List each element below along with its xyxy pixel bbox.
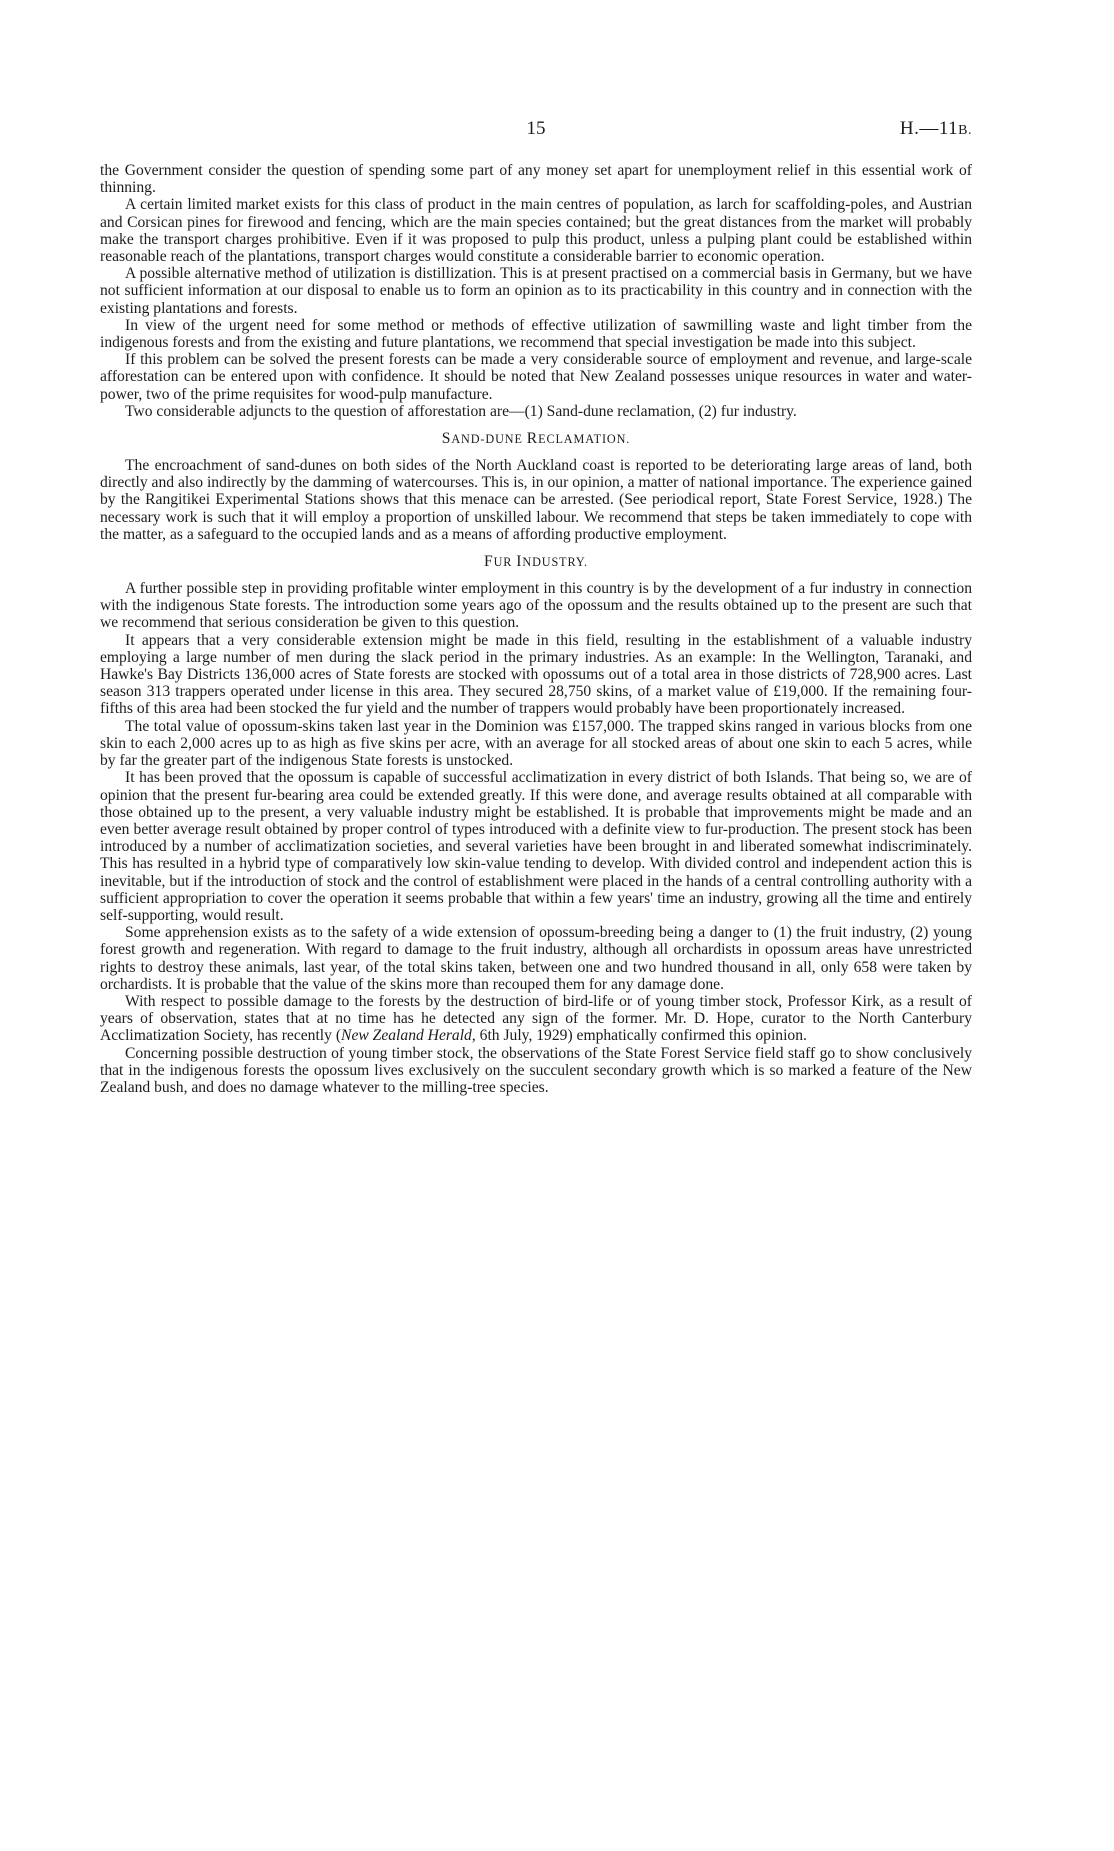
page-number: 15 <box>526 118 546 139</box>
newspaper-title: New Zealand Herald <box>341 1027 472 1045</box>
paragraph: The encroachment of sand-dunes on both sides of the North Auckland coast is reported to be deteriorating large areas of land, both directly and also indirectly by the damming of watercourses. This is, in our opinion, a matter of national importance. The experience gained by the Rangitikei Experimental Stations shows that this menace can be arrested. (See periodical report, State Forest Service, 1928.) The necessary work is such that it will employ a proportion of unskilled labour. We recommend that steps be taken immediately to cope with the matter, as a safeguard to the occupied lands and as a means of affording productive employment. <box>100 457 972 543</box>
paragraph: It has been proved that the opossum is capable of successful acclimatization in every district of both Islands. That being so, we are of opinion that the present fur-bearing area could be extended greatly. If this were done, and average results obtained at all comparable with those obtained up to the present, a very valuable industry might be established. It is probable that improvements might be made and an even better average result obtained by proper control of types introduced with a definite view to fur-production. The present stock has been introduced by a number of acclimatization societies, and several varieties have been brought in and liberated somewhat indiscriminately. This has resulted in a hybrid type of comparatively low skin-value tending to develop. With divided control and independent action this is inevitable, but if the introduction of stock and the control of establishment were placed in the hands of a central controlling authority with a sufficient appropriation to cover the operation it seems probable that within a few years' time an industry, growing all the time and entirely self-supporting, would result. <box>100 769 972 924</box>
page-header <box>100 118 972 148</box>
continued-paragraph: the Government consider the question of spending some part of any money set apart for unemployment relief in this essential work of thinning. <box>100 162 972 197</box>
doc-ref-prefix: H.—11 <box>899 118 959 139</box>
paragraph: Concerning possible destruction of young timber stock, the observations of the State Forest Service field staff go to show conclusively that in the indigenous forests the opossum lives exclusively on the succulent secondary growth which is so marked a feature of the New Zealand bush, and does no damage whatever to the milling-tree species. <box>100 1044 972 1096</box>
paragraph-text: , 6th July, 1929) emphatically confirmed this opinion. <box>471 1027 807 1045</box>
heading-cap: I <box>516 553 523 571</box>
paragraph: Some apprehension exists as to the safety of a wide extension of opossum-breeding being a danger to (1) the fruit industry, (2) young forest growth and regeneration. With regard to damage to the fruit industry, although all orchardists in opossum areas have unrestricted rights to destroy these animals, last year, of the total skins taken, between one and two hundred thousand in all, only 658 were taken by orchardists. It is probable that the value of the skins more than recouped them for any damage done. <box>100 924 972 993</box>
section-heading-sand-dune-reclamation <box>100 430 972 448</box>
heading-small: NDUSTRY. <box>522 555 588 570</box>
heading-small: ECLAMATION. <box>538 432 631 447</box>
heading-cap: F <box>484 553 494 571</box>
section-heading-fur-industry <box>100 553 972 571</box>
paragraph-text: With respect to possible damage to the forests by the destruction of bird-life or of young timber stock, Professor Kirk, as a result of years of observation, states that at no time has he detected any sign of the former. Mr. D. Hope, curator to the North Canterbury Acclimatization Society, has recently ( <box>100 992 972 1045</box>
paragraph: In view of the urgent need for some method or methods of effective utilization of sawmilling waste and light timber from the indigenous forests and from the existing and future plantations, we recommend that special investigation be made into this subject. <box>100 316 972 352</box>
paragraph: Two considerable adjuncts to the question of afforestation are—(1) Sand-dune reclamation, (2) fur industry. <box>125 402 797 420</box>
heading-cap: R <box>526 430 539 448</box>
body-text <box>100 162 972 1096</box>
paragraph: A further possible step in providing profitable winter employment in this country is by the development of a fur industry in connection with the indigenous State forests. The introduction some years ago of the opossum and the results obtained up to the present are such that we recommend that serious consideration be given to this question. <box>100 580 972 632</box>
document-reference <box>900 118 972 140</box>
heading-small: UR <box>493 555 517 570</box>
paragraph: If this problem can be solved the present forests can be made a very considerable source of employment and revenue, and large-scale afforestation can be entered upon with confidence. It should be noted that New Zealand possesses unique resources in water and water-power, two of the prime requisites for wood-pulp manufacture. <box>100 351 972 403</box>
paragraph: A certain limited market exists for this class of product in the main centres of population, as larch for scaffolding-poles, and Austrian and Corsican pines for firewood and fencing, which are the main species contained; but the great distances from the market will probably make the transport charges prohibitive. Even if it was proposed to pulp this product, unless a pulping plant could be established within reasonable reach of the plantations, transport charges would constitute a considerable barrier to economic operation. <box>100 196 972 266</box>
heading-small: AND-DUNE <box>451 432 527 447</box>
doc-ref-suffix: B. <box>958 123 972 138</box>
heading-cap: S <box>441 430 452 448</box>
paragraph: It appears that a very considerable extension might be made in this field, resulting in the establishment of a valuable industry employing a large number of men during the slack period in the primary industries. As an example: In the Wellington, Taranaki, and Hawke's Bay Districts 136,000 acres of State forests are stocked with opossums out of a total area in those districts of 728,900 acres. Last season 313 trappers operated under license in this area. They secured 28,750 skins, of a market value of £19,000. If the remaining four-fifths of this area had been stocked the fur yield and the number of trappers would probably have been proportionately increased. <box>100 631 972 718</box>
document-page <box>100 118 972 1096</box>
paragraph: A possible alternative method of utilization is distillization. This is at present practised on a commercial basis in Germany, but we have not sufficient information at our disposal to enable us to form an opinion as to its practicability in this country and in connection with the existing plantations and forests. <box>100 265 972 317</box>
paragraph <box>100 993 972 1045</box>
paragraph: The total value of opossum-skins taken last year in the Dominion was £157,000. The trapped skins ranged in various blocks from one skin to each 2,000 acres up to as high as five skins per acre, with an average for all stocked areas of about one skin to each 5 acres, while by far the greater part of the indigenous State forests is unstocked. <box>100 717 972 770</box>
